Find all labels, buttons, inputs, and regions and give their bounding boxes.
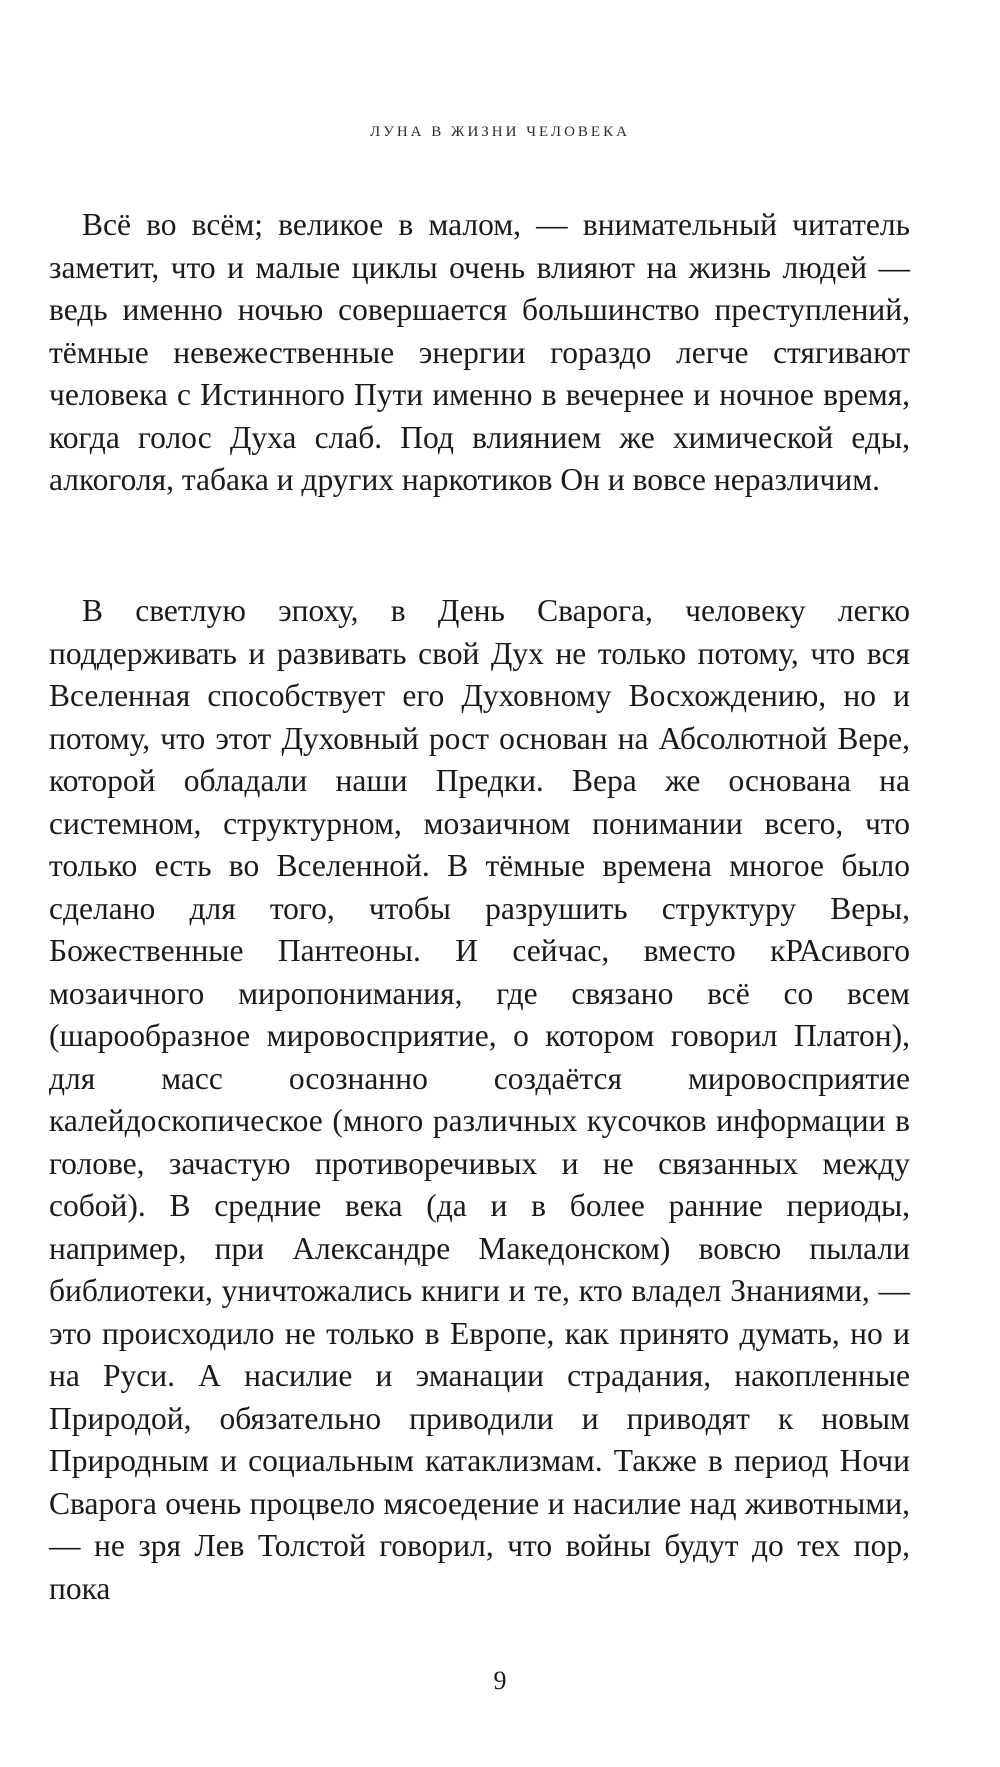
page-number: 9	[493, 1666, 507, 1695]
text-block-2	[49, 590, 910, 1610]
text-block-1	[49, 204, 910, 502]
paragraph-2: В светлую эпоху, в День Сварога, человеку легко поддерживать и развивать свой Дух не только потому, что вся Вселенная способствует его Духовному Восхождению, но и потому, что этот Духовный рост основан на Абсолютной Вере, которой обладали наши Предки. Вера же основана на системном, структурном, мозаичном понимании всего, что только есть во Вселенной. В тёмные времена многое было сделано для того, чтобы разрушить структуру Веры, Божественные Пантеоны. И сейчас, вместо кРАсивого мозаичного миропонимания, где связано всё со всем (шарообразное мировосприятие, о котором говорил Платон), для масс осознанно создаётся мировосприятие калейдоскопическое (много различных кусочков информации в голове, зачастую противоречивых и не связанных между собой). В средние века (да и в более ранние периоды, например, при Александре Македонском) вовсю пылали библиотеки, уничтожались книги и те, кто владел Знаниями, — это происходило не только в Европе, как принято думать, но и на Руси. А насилие и эманации страдания, накопленные Природой, обязательно приводили и приводят к новым Природным и социальным катаклизмам. Также в период Ночи Сварога очень процвело мясоедение и насилие над животными, — не зря Лев Толстой говорил, что войны будут до тех пор, пока	[49, 593, 910, 1606]
running-header: ЛУНА В ЖИЗНИ ЧЕЛОВЕКА	[370, 124, 630, 140]
paragraph-1: Всё во всём; великое в малом, — внимательный читатель заметит, что и малые циклы очень влияют на жизнь людей — ведь именно ночью совершается большинство преступлений, тёмные невежественные энергии гораздо легче стягивают человека с Истинного Пути именно в вечернее и ночное время, когда голос Духа слаб. Под влиянием же химической еды, алкоголя, табака и других наркотиков Он и вовсе неразличим.	[49, 207, 910, 497]
